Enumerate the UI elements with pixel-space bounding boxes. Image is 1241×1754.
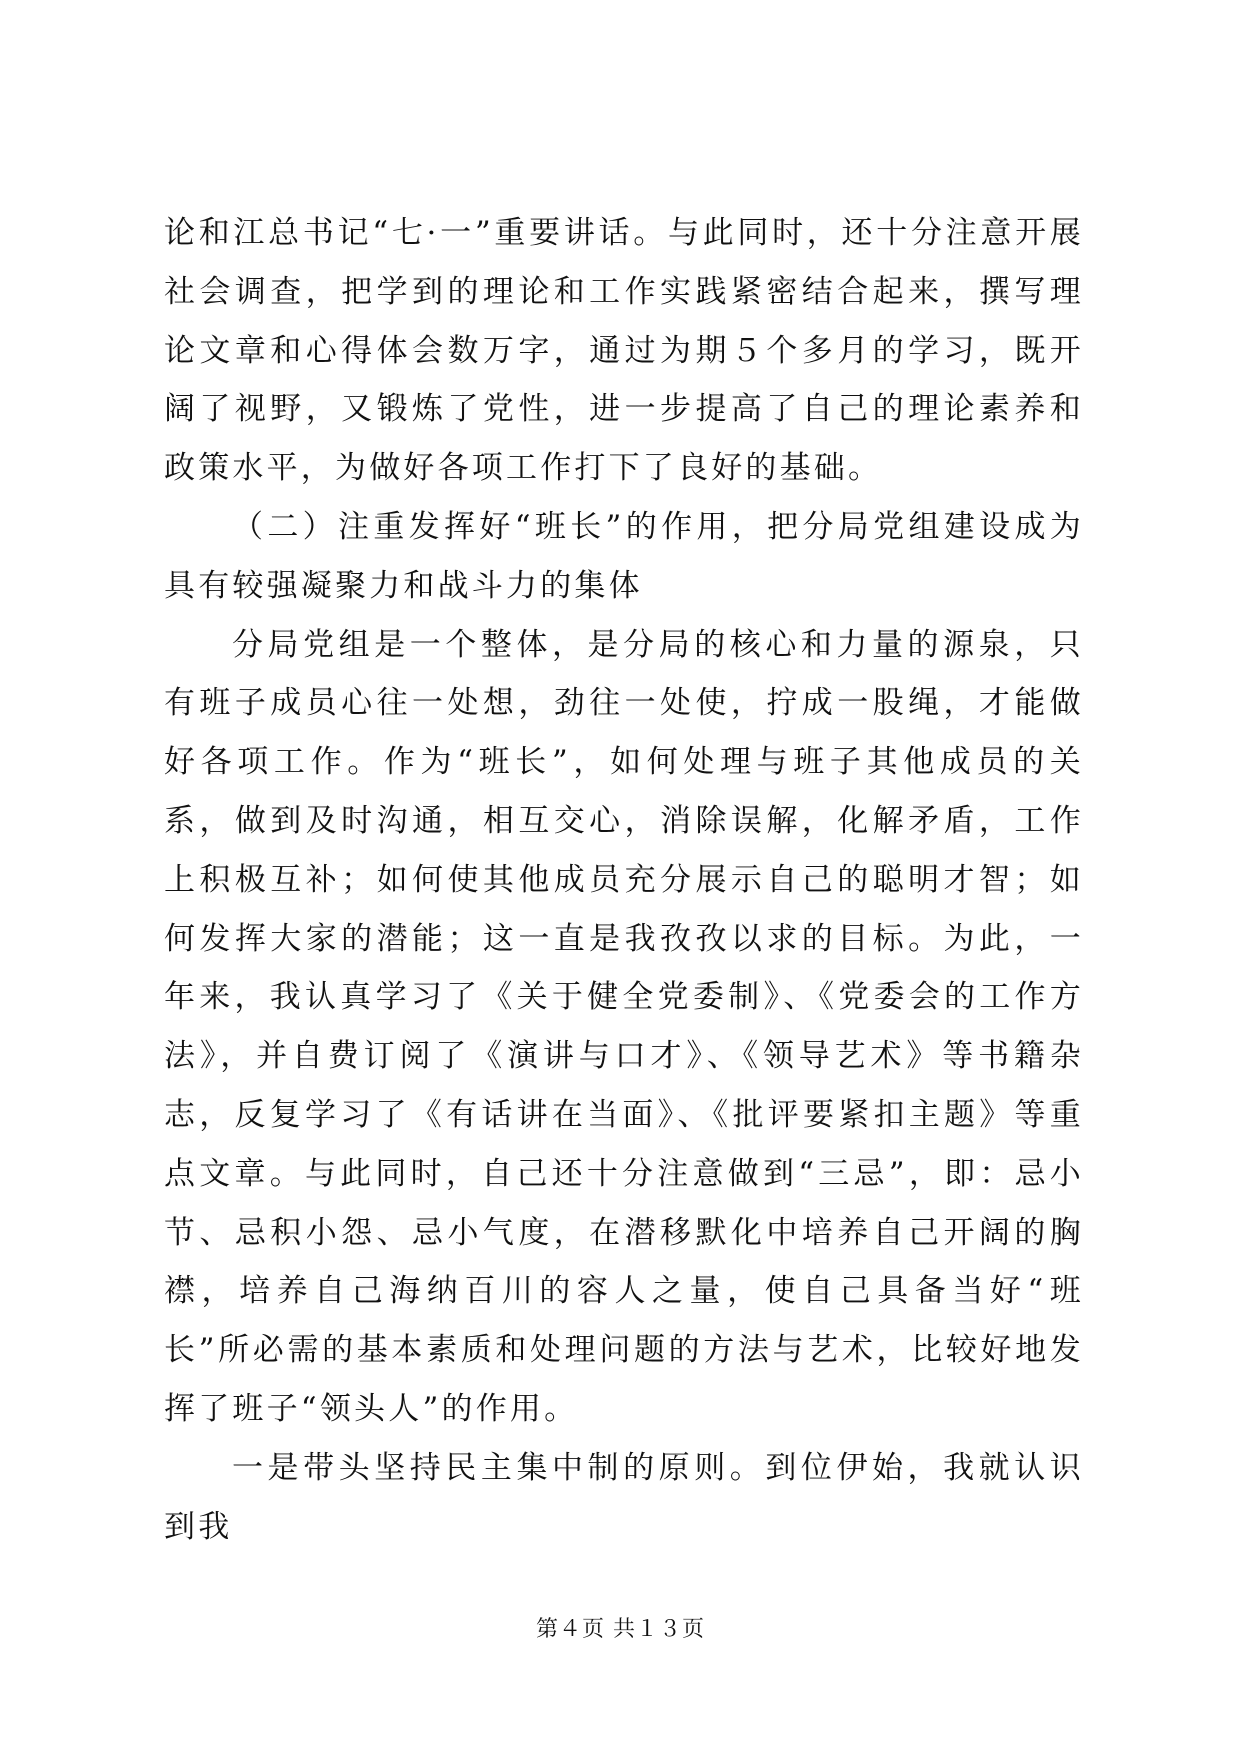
section-heading: （二）注重发挥好“班长”的作用，把分局党组建设成为具有较强凝聚力和战斗力的集体 [164,508,1084,604]
body-paragraph-1: 论和江总书记“七·一”重要讲话。与此同时，还十分注意开展社会调查，把学到的理论和工作实践紧密结合起来，撰写理论文章和心得体会数万字，通过为期５个多月的学习，既开阔了视野，又锻炼了党性，进一步提高了自己的理论素养和政策水平，为做好各项工作打下了良好的基础。 [164,215,1084,487]
body-paragraph-3: 一是带头坚持民主集中制的原则。到位伊始，我就认识到我 [164,1449,1084,1545]
document-body [164,204,1084,1556]
body-paragraph-2: 分局党组是一个整体，是分局的核心和力量的源泉，只有班子成员心往一处想，劲往一处使，拧成一股绳，才能做好各项工作。作为“班长”，如何处理与班子其他成员的关系，做到及时沟通，相互交心，消除误解，化解矛盾，工作上积极互补；如何使其他成员充分展示自己的聪明才智；如何发挥大家的潜能；这一直是我孜孜以求的目标。为此，一年来，我认真学习了《关于健全党委制》、《党委会的工作方法》，并自费订阅了《演讲与口才》、《领导艺术》等书籍杂志，反复学习了《有话讲在当面》、《批评要紧扣主题》等重点文章。与此同时，自己还十分注意做到“三忌”，即：忌小节、忌积小怨、忌小气度，在潜移默化中培养自己开阔的胸襟，培养自己海纳百川的容人之量，使自己具备当好“班长”所必需的基本素质和处理问题的方法与艺术，比较好地发挥了班子“领头人”的作用。 [164,626,1084,1427]
page-number-footer: 第４页 共１３页 [536,1617,705,1642]
